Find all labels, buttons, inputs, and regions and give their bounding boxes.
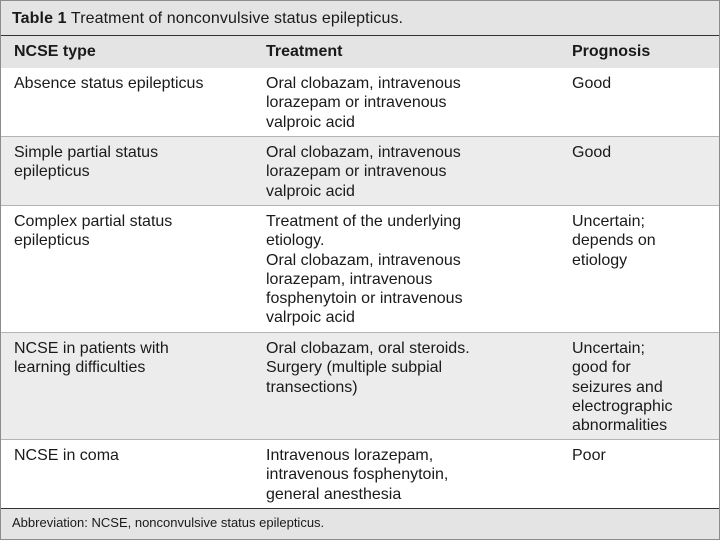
table-header-row xyxy=(1,35,719,69)
cell-treatment: Oral clobazam, intravenous lorazepam or intravenous valproic acid xyxy=(266,144,461,200)
table-row xyxy=(1,137,719,206)
cell-treatment: Treatment of the underlying etiology. Oral clobazam, intravenous lorazepam, intravenous fosphenytoin or intravenous valrpoic acid xyxy=(266,213,463,327)
cell-ncse-type: Simple partial status epilepticus xyxy=(14,144,159,181)
cell-prognosis: Uncertain; depends on etiology xyxy=(572,213,656,269)
cell-ncse-type: NCSE in patients with learning difficulties xyxy=(14,340,169,377)
table-caption xyxy=(12,9,403,29)
column-header-prognosis: Prognosis xyxy=(572,43,651,60)
table-row xyxy=(1,68,719,137)
table-row xyxy=(1,206,719,333)
cell-ncse-type: Complex partial status epilepticus xyxy=(14,213,173,250)
cell-treatment: Intravenous lorazepam, intravenous fosphenytoin, general anesthesia xyxy=(266,447,449,503)
cell-prognosis: Good xyxy=(572,75,612,92)
table-footnote: Abbreviation: NCSE, nonconvulsive status epilepticus. xyxy=(12,515,325,530)
table-caption-label: Table 1 xyxy=(12,10,67,27)
table-caption-text: Treatment of nonconvulsive status epilepticus. xyxy=(70,10,404,27)
cell-ncse-type: NCSE in coma xyxy=(14,447,119,464)
cell-prognosis: Poor xyxy=(572,447,606,464)
cell-ncse-type: Absence status epilepticus xyxy=(14,75,204,92)
column-header-ncse-type: NCSE type xyxy=(14,43,96,60)
cell-treatment: Oral clobazam, intravenous lorazepam or intravenous valproic acid xyxy=(266,75,461,131)
cell-treatment: Oral clobazam, oral steroids. Surgery (multiple subpial transections) xyxy=(266,340,470,396)
table-row xyxy=(1,333,719,440)
column-header-treatment: Treatment xyxy=(266,43,343,60)
cell-prognosis: Uncertain; good for seizures and electrographic abnormalities xyxy=(572,340,673,435)
cell-prognosis: Good xyxy=(572,144,612,161)
table-row xyxy=(1,440,719,509)
